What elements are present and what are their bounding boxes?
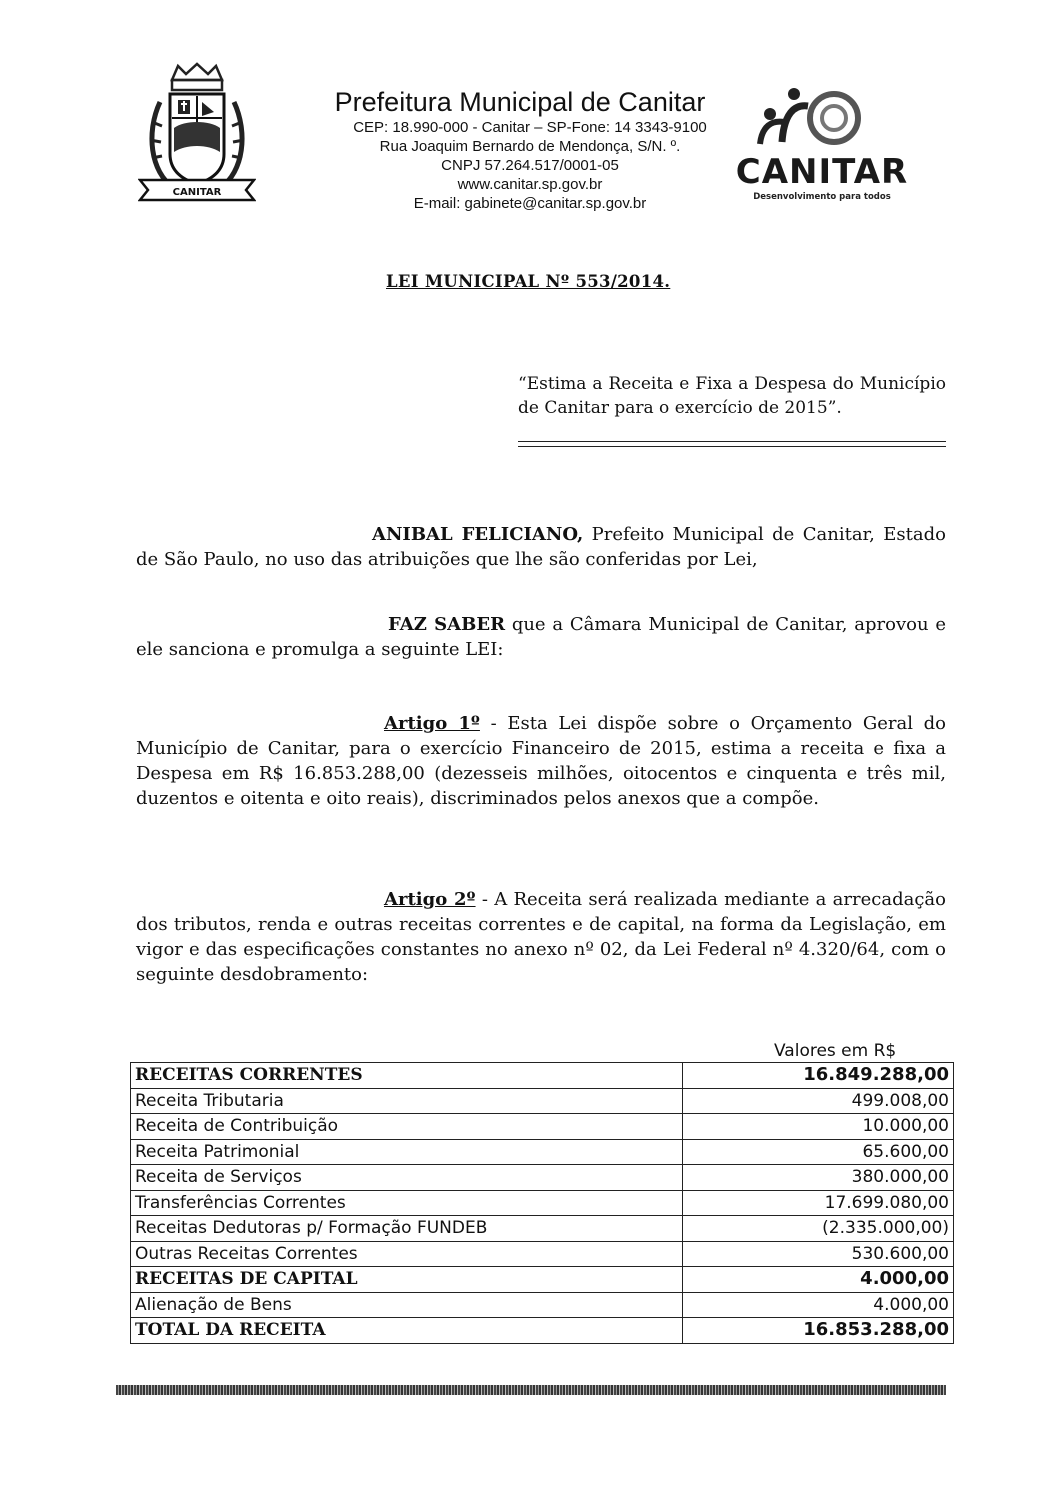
row-value: 499.008,00 (683, 1088, 954, 1114)
table-row (131, 1114, 954, 1140)
article-2-paragraph (136, 887, 946, 987)
intro-text: Prefeito Municipal de Canitar, Estado de São Paulo, no uso das atribuições que lhe são conferidas por Lei, (136, 524, 946, 570)
header-title: Prefeitura Municipal de Canitar (334, 87, 706, 117)
row-value: 380.000,00 (683, 1165, 954, 1191)
table-caption: Valores em R$ (774, 1041, 897, 1061)
row-label: Alienação de Bens (131, 1292, 683, 1318)
row-value: 17.699.080,00 (683, 1190, 954, 1216)
row-value: 4.000,00 (683, 1292, 954, 1318)
header-cep-line: CEP: 18.990-000 - Canitar – SP-Fone: 14 3343-9100 (353, 119, 707, 136)
row-label: Receita de Serviços (131, 1165, 683, 1191)
row-label: RECEITAS CORRENTES (131, 1063, 683, 1089)
row-value: (2.335.000,00) (683, 1216, 954, 1242)
coat-label: CANITAR (172, 187, 222, 198)
law-title: LEI MUNICIPAL Nº 553/2014. (386, 272, 671, 291)
row-value: 4.000,00 (683, 1267, 954, 1293)
revenue-table (130, 1062, 954, 1344)
brand-figures-icon (732, 84, 922, 154)
summary-rule (518, 446, 946, 447)
table-row (131, 1292, 954, 1318)
table-row (131, 1190, 954, 1216)
table-row (131, 1063, 954, 1089)
row-label: TOTAL DA RECEITA (131, 1318, 683, 1344)
table-row (131, 1165, 954, 1191)
row-label: Transferências Correntes (131, 1190, 683, 1216)
mayor-name: ANIBAL FELICIANO, (372, 524, 584, 545)
table-row (131, 1241, 954, 1267)
faz-saber-paragraph (136, 612, 946, 662)
table-row (131, 1216, 954, 1242)
footer-bar (116, 1385, 946, 1395)
intro-paragraph (136, 522, 946, 572)
header-address-block (300, 86, 760, 213)
header-email-line: E-mail: gabinete@canitar.sp.gov.br (413, 195, 647, 212)
brand-tagline: Desenvolvimento para todos (753, 192, 891, 202)
canitar-brand-logo (732, 84, 922, 204)
row-value: 16.849.288,00 (683, 1063, 954, 1089)
row-label: Receita de Contribuição (131, 1114, 683, 1140)
article-1-text: - Esta Lei dispõe sobre o Orçamento Geral do Município de Canitar, para o exercício Financeiro de 2015, estima a receita e fixa a Despesa em R$ 16.853.288,00 (dezesseis milhões, oitocentos e cinquenta e três mil, duzentos e oitenta e oito reais), discriminados pelos anexos que a compõe. (136, 713, 947, 809)
brand-name: CANITAR (735, 152, 909, 192)
header-address-line: Rua Joaquim Bernardo de Mendonça, S/N. º. (379, 138, 681, 155)
row-value: 530.600,00 (683, 1241, 954, 1267)
row-value: 16.853.288,00 (683, 1318, 954, 1344)
article-2-label: Artigo 2º (384, 889, 476, 910)
law-summary: “Estima a Receita e Fixa a Despesa do Município de Canitar para o exercício de 2015”. (518, 374, 946, 418)
faz-saber-label: FAZ SABER (388, 614, 506, 635)
coat-of-arms-icon (138, 62, 256, 204)
row-value: 65.600,00 (683, 1139, 954, 1165)
row-label: RECEITAS DE CAPITAL (131, 1267, 683, 1293)
row-label: Receitas Dedutoras p/ Formação FUNDEB (131, 1216, 683, 1242)
table-row (131, 1318, 954, 1344)
row-label: Receita Patrimonial (131, 1139, 683, 1165)
article-1-label: Artigo 1º (384, 713, 480, 734)
header-cnpj-line: CNPJ 57.264.517/0001-05 (441, 157, 619, 174)
row-label: Outras Receitas Correntes (131, 1241, 683, 1267)
row-label: Receita Tributaria (131, 1088, 683, 1114)
faz-saber-text: que a Câmara Municipal de Canitar, aprovou e ele sanciona e promulga a seguinte LEI: (136, 614, 946, 660)
table-row (131, 1088, 954, 1114)
header-website-line: www.canitar.sp.gov.br (457, 176, 603, 193)
row-value: 10.000,00 (683, 1114, 954, 1140)
summary-rule (518, 441, 946, 442)
table-row (131, 1139, 954, 1165)
article-1-paragraph (136, 711, 946, 811)
table-row (131, 1267, 954, 1293)
article-2-text: - A Receita será realizada mediante a arrecadação dos tributos, renda e outras receitas correntes e de capital, na forma da Legislação, em vigor e das especificações constantes no anexo nº 02, da Lei Federal nº 4.320/64, com o seguinte desdobramento: (136, 889, 946, 985)
